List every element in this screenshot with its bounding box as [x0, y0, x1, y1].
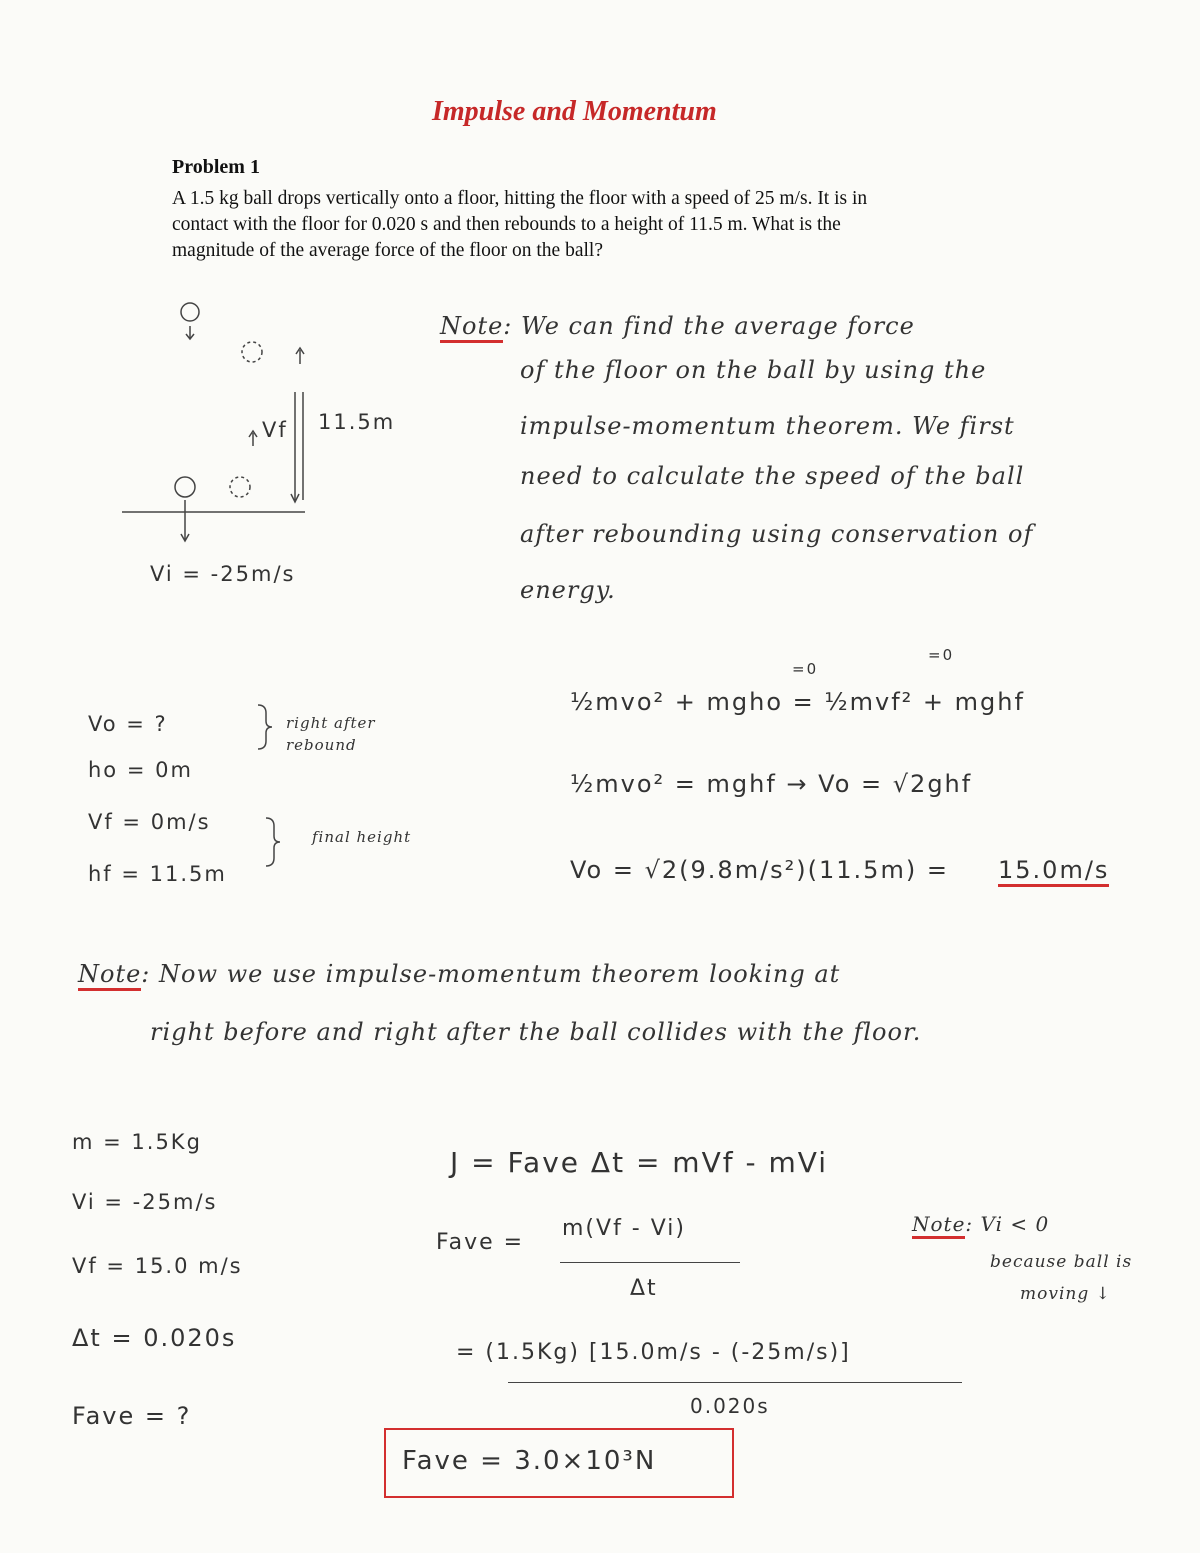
given-vf2: Vf = 15.0 m/s — [72, 1254, 243, 1278]
problem-line-3: magnitude of the average force of the floor on the ball? — [172, 240, 603, 261]
note2-line-2: right before and right after the ball collides with the floor. — [150, 1018, 922, 1046]
given-vi: Vi = -25m/s — [72, 1190, 218, 1214]
note2-label: Note — [78, 960, 141, 991]
vi-label: Vi = -25m/s — [150, 562, 296, 586]
energy-eq-1: ½mvo² + mgho = ½mvf² + mghf — [570, 688, 1025, 716]
fraction-line-2 — [508, 1382, 962, 1383]
energy-eq-3: Vo = √2(9.8m/s²)(11.5m) = — [570, 856, 949, 884]
given-h0: ho = 0m — [88, 758, 193, 782]
note1-line-5: after rebounding using conservation of — [520, 520, 1034, 548]
brace-final-height: final height — [312, 828, 412, 846]
problem-heading: Problem 1 — [172, 156, 260, 178]
note1-line-6: energy. — [520, 576, 616, 604]
brace-right-after-rebound: right after rebound — [286, 714, 376, 754]
note1-line-2: of the floor on the ball by using the — [520, 356, 987, 384]
note1-line-4: need to calculate the speed of the ball — [520, 462, 1025, 490]
impulse-numerator: m(Vf - Vi) — [562, 1216, 686, 1241]
given-dt: Δt = 0.020s — [72, 1324, 237, 1352]
final-answer: Fave = 3.0×10³N — [402, 1446, 657, 1476]
note3 — [912, 1212, 1049, 1236]
note2-line-1: : Now we use impulse-momentum theorem looking at — [141, 960, 841, 988]
substituted-denominator: 0.020s — [690, 1394, 770, 1418]
zero-mark-2: =0 — [928, 646, 955, 664]
fraction-line-1 — [560, 1262, 740, 1263]
impulse-eq-1: J = Fave Δt = mVf - mVi — [450, 1146, 829, 1179]
note2 — [78, 960, 840, 988]
given-hf: hf = 11.5m — [88, 862, 227, 886]
problem-line-2: contact with the floor for 0.020 s and then rebounds to a height of 11.5 m. What is the — [172, 214, 841, 235]
fave-lhs: Fave = — [436, 1230, 525, 1255]
note3-line-2: because ball is — [990, 1252, 1133, 1272]
given-fave: Fave = ? — [72, 1402, 192, 1430]
substituted-numerator: = (1.5Kg) [15.0m/s - (-25m/s)] — [456, 1340, 851, 1365]
impulse-denominator: Δt — [630, 1276, 658, 1301]
problem-line-1: A 1.5 kg ball drops vertically onto a floor, hitting the floor with a speed of 25 m/s. It is in — [172, 188, 868, 209]
note1-line-1: : We can find the average force — [503, 312, 915, 340]
page-title: Impulse and Momentum — [432, 96, 717, 127]
note1-line-3: impulse-momentum theorem. We first — [520, 412, 1015, 440]
note3-condition: : Vi < 0 — [965, 1212, 1050, 1236]
energy-eq-2: ½mvo² = mghf → Vo = √2ghf — [570, 770, 973, 798]
note3-label: Note — [912, 1212, 965, 1239]
height-label: 11.5m — [318, 410, 396, 434]
given-v0: Vo = ? — [88, 712, 168, 736]
given-vf: Vf = 0m/s — [88, 810, 211, 834]
note3-line-3: moving ↓ — [1020, 1284, 1111, 1304]
note1 — [440, 312, 915, 340]
note1-label: Note — [440, 312, 503, 343]
vf-label: Vf — [262, 418, 288, 442]
given-mass: m = 1.5Kg — [72, 1130, 202, 1154]
zero-mark-1: =0 — [792, 660, 819, 678]
energy-result: 15.0m/s — [998, 856, 1109, 887]
